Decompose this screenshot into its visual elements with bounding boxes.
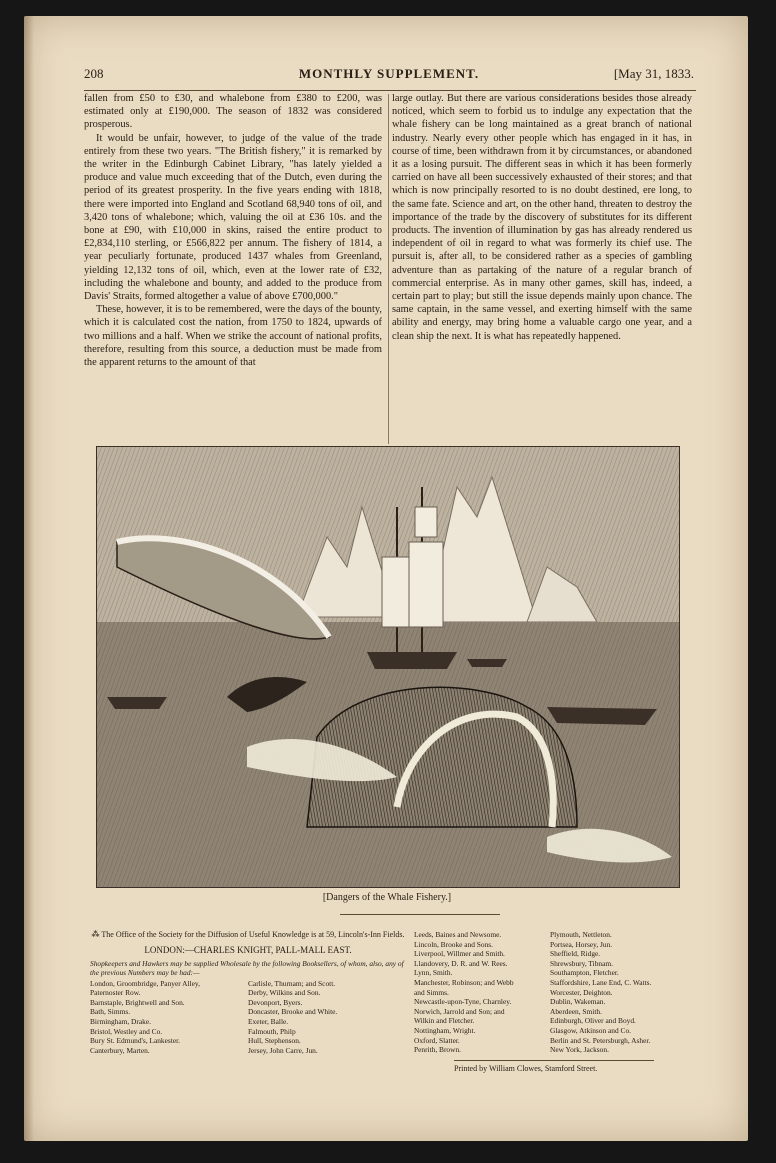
whale-boat [467, 659, 507, 667]
bookseller-entry: Manchester, Robinson; and Webb [414, 977, 514, 987]
whale-fishery-engraving [96, 446, 680, 888]
bookseller-entry: Berlin and St. Petersburgh, Asher. [550, 1035, 651, 1045]
bookseller-entry: Aberdeen, Smith. [550, 1006, 602, 1016]
bookseller-entry: Falmouth, Philp [248, 1026, 296, 1036]
bookseller-entry: Liverpool, Willmer and Smith. [414, 949, 505, 959]
bookseller-entry: Worcester, Deighton. [550, 987, 613, 997]
bookseller-column [90, 979, 248, 1056]
bookseller-entry: Southampton, Fletcher. [550, 968, 619, 978]
office-notice: ⁂ The Office of the Society for the Diffusion of Useful Knowledge is at 59, Lincoln's-Inn Fields. [91, 930, 405, 939]
bookseller-entry: Paternoster Row. [90, 988, 141, 998]
bookseller-entry: Oxford, Slatter. [414, 1035, 460, 1045]
newspaper-page [24, 16, 748, 1141]
paragraph: fallen from £50 to £30, and whalebone from £380 to £200, was estimated only at £190,000. The season of 1832 was considered prosperous. [84, 93, 382, 131]
bookseller-entry: Glasgow, Atkinson and Co. [550, 1025, 632, 1035]
page-title: MONTHLY SUPPLEMENT. [298, 66, 480, 81]
bookseller-column [550, 930, 690, 1055]
bookseller-entry: Devonport, Byers. [248, 997, 303, 1007]
bookseller-entry: Wilkin and Fletcher. [414, 1016, 475, 1026]
bookseller-entry: Portsea, Horsey, Jun. [550, 939, 613, 949]
bookseller-entry: London, Groombridge, Panyer Alley, [90, 978, 200, 988]
bookseller-entry: Doncaster, Brooke and White. [248, 1007, 338, 1017]
right-column [392, 92, 692, 343]
footer-rule [340, 914, 500, 915]
bookseller-entry: Penrith, Brown. [414, 1045, 462, 1055]
bookseller-entry: Derby, Wilkins and Son. [248, 988, 321, 998]
bookseller-entry: Hull, Stephenson. [248, 1036, 301, 1046]
bookseller-entry: Barnstaple, Brightwell and Son. [90, 997, 185, 1007]
footer-publisher-block [90, 930, 406, 1055]
bookseller-list [90, 979, 406, 1056]
bookseller-entry: Plymouth, Nettleton. [550, 930, 612, 939]
bookseller-entry: Lynn, Smith. [414, 968, 453, 978]
paragraph: large outlay. But there are various considerations besides those already noticed, which seem to forbid us to indulge any expectation that the whale fishery can be long maintained as a great branch of national industry. Nearly every other people which has engaged in it has, in course of time, been withdrawn from it by circumstances, or abandoned it as a losing pursuit. The different seas in which it has been formerly carried on have all been successively exhausted of their stores; and that which is now principally resorted to is no doubt destined, ere long, to the same fate. Science and art, on the other hand, threaten to destroy the importance of the trade by the discovery of substitutes for its different products. The invention of illumination by gas has already rendered us independent of oil in regard to what was formerly its chief use. The pursuit is, after all, to be considered rather as a species of gambling adventure than as partaking of the nature of a regular branch of commercial enterprise. As in many other games, skill has, indeed, a certain part to play; but still the issue depends mainly upon chance. The same captain, in the same vessel, and exerting himself with the same ability and energy, may bring home a valuable cargo one year, and a clean ship the next. It is what has repeatedly happened. [392, 93, 692, 342]
bookseller-entry: Carlisle, Thurnam; and Scott. [248, 978, 336, 988]
bookseller-entry: Llandovery, D. R. and W. Rees. [414, 958, 508, 968]
issue-date: [May 31, 1833. [613, 66, 694, 81]
bookseller-entry: Leeds, Baines and Newsome. [414, 930, 502, 939]
publisher-line: LONDON:—CHARLES KNIGHT, PALL-MALL EAST. [144, 945, 352, 955]
bookseller-entry: Jersey, John Carre, Jun. [248, 1045, 318, 1055]
bookseller-entry: Newcastle-upon-Tyne, Charnley. [414, 997, 512, 1007]
bookseller-entry: Lincoln, Brooke and Sons. [414, 939, 494, 949]
page-number: 208 [84, 66, 104, 81]
bookseller-column [414, 930, 554, 1055]
bookseller-entry: Bury St. Edmund's, Lankester. [90, 1036, 181, 1046]
bookseller-entry: Norwich, Jarrold and Son; and [414, 1006, 505, 1016]
bookseller-entry: Canterbury, Marten. [90, 1045, 150, 1055]
header-rule [84, 90, 696, 91]
paragraph: These, however, it is to be remembered, were the days of the bounty, which it is calculated cost the nation, from 1750 to 1824, upwards of two millions and a half. When we strike the account of national profits, therefore, resulting from this source, a deduction must be made from the apparent returns to the amount of that [84, 304, 382, 369]
paragraph: It would be unfair, however, to judge of the value of the trade entirely from these two years. "The British fishery," it is remarked by the writer in the Edinburgh Cabinet Library, "has lately yielded a produce and value much exceeding that of the Dutch, even during the period of its greatest prosperity. In the five years ending with 1818, there were imported into England and Scotland 68,940 tons of oil, and 3,420 tons of whalebone; which, valuing the oil at £36 10s. and the bone at £90, with £10,000 in skins, raised the entire product to £2,834,110 sterling, or £566,822 per annum. The fishery of 1814, a year peculiarly fortunate, produced 1437 whales from Greenland, yielding 12,132 tons of oil, which, even at the lower rate of £32, including the whalebone and bounty, and added to the produce from Davis' Straits, formed altogether a value of above £700,000." [84, 132, 382, 303]
bookseller-entry: Staffordshire, Lane End, C. Watts. [550, 977, 652, 987]
whale-boat [107, 697, 167, 709]
bookseller-entry: Dublin, Wakeman. [550, 997, 606, 1007]
bookseller-entry: New York, Jackson. [550, 1045, 609, 1055]
bookseller-entry: Bristol, Westley and Co. [90, 1026, 163, 1036]
printer-rule [454, 1060, 654, 1061]
bookseller-entry: Bath, Simms. [90, 1007, 131, 1017]
illustration-caption: [Dangers of the Whale Fishery.] [322, 892, 452, 903]
bookseller-entry: Shrewsbury, Tibnam. [550, 958, 613, 968]
left-column [84, 92, 382, 369]
whale-boat [547, 707, 657, 725]
bookseller-entry: Birmingham, Drake. [90, 1016, 151, 1026]
column-divider [388, 94, 389, 444]
bookseller-column [248, 979, 406, 1056]
engraving-illustration [97, 447, 679, 887]
bookseller-entry: Nottingham, Wright. [414, 1025, 476, 1035]
printer-imprint: Printed by William Clowes, Stamford Street. [454, 1064, 598, 1073]
bookseller-entry: Exeter, Balle. [248, 1016, 289, 1026]
bookseller-entry: and Simms. [414, 987, 449, 997]
shopkeepers-notice: Shopkeepers and Hawkers may be supplied Wholesale by the following Booksellers, of whom, also, any of the previous Numbers may be had:— [90, 958, 404, 977]
page-header [84, 66, 694, 86]
bookseller-entry: Sheffield, Ridge. [550, 949, 601, 959]
bookseller-entry: Edinburgh, Oliver and Boyd. [550, 1016, 636, 1026]
